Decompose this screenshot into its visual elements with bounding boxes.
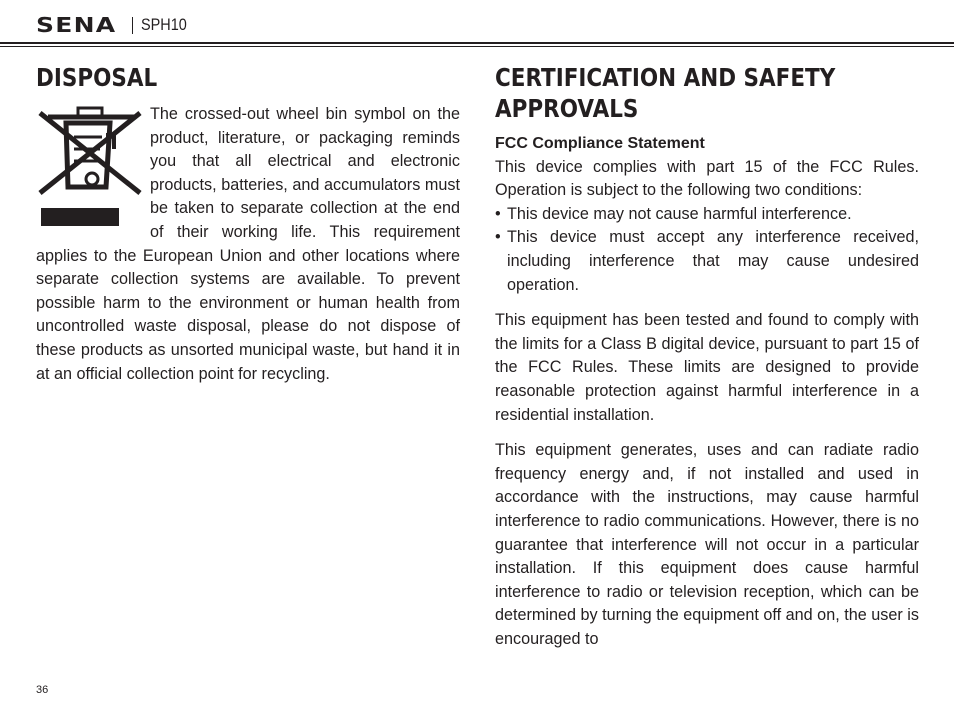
disposal-text: The crossed-out wheel bin symbol on the product, literature, or packaging reminds you that all electrical and electronic products, batteries, and accumulators must be taken to separate collection at the end of their working life. This requirement applies to the European Union and other locations where separate collection systems are available. To prevent possible harm to the environment or human health from uncontrolled waste disposal, please do not dispose of these products as unsorted municipal waste, but hand it in at an official collection point for recycling. <box>36 105 460 383</box>
certification-heading-line2: APPROVALS <box>495 94 639 123</box>
crossed-out-wheelie-bin-icon <box>36 103 146 231</box>
disposal-body-wrap <box>36 103 460 386</box>
sena-logo: SENA <box>36 13 117 37</box>
disposal-heading: DISPOSAL <box>36 63 158 92</box>
certification-section <box>495 62 919 651</box>
model-name: SPH10 <box>141 15 187 34</box>
header-rule-thin <box>0 46 954 47</box>
header-rule-thick <box>0 42 954 44</box>
bullet-icon: • <box>495 228 501 247</box>
page-number: 36 <box>36 684 49 696</box>
fcc-class-b-paragraph: This equipment has been tested and found to comply with the limits for a Class B digital device, pursuant to part 15 of the FCC Rules. These limits are designed to provide reasonable protection against harmful interference in a residential installation. <box>495 311 919 424</box>
certification-heading <box>495 62 860 124</box>
fcc-conditions-list <box>495 203 919 297</box>
fcc-intro: This device complies with part 15 of the FCC Rules. Operation is subject to the following two conditions: <box>495 157 919 200</box>
fcc-interference-paragraph: This equipment generates, uses and can radiate radio frequency energy and, if not installed and used in accordance with the instructions, may cause harmful interference to radio communications. However, there is no guarantee that interference will not occur in a particular installation. If this equipment does cause harmful interference to radio or television reception, which can be determined by turning the equipment off and on, the user is encouraged to <box>495 441 919 648</box>
list-item: • This device must accept any interference received, including interference that may cause undesired operation. <box>495 228 919 294</box>
bullet-icon: • <box>495 204 501 223</box>
fcc-subheading: FCC Compliance Statement <box>495 135 705 152</box>
page-header <box>36 12 195 38</box>
certification-heading-line1: CERTIFICATION AND SAFETY <box>495 63 836 92</box>
list-item: • This device may not cause harmful interference. <box>495 203 919 227</box>
disposal-section <box>36 62 460 386</box>
